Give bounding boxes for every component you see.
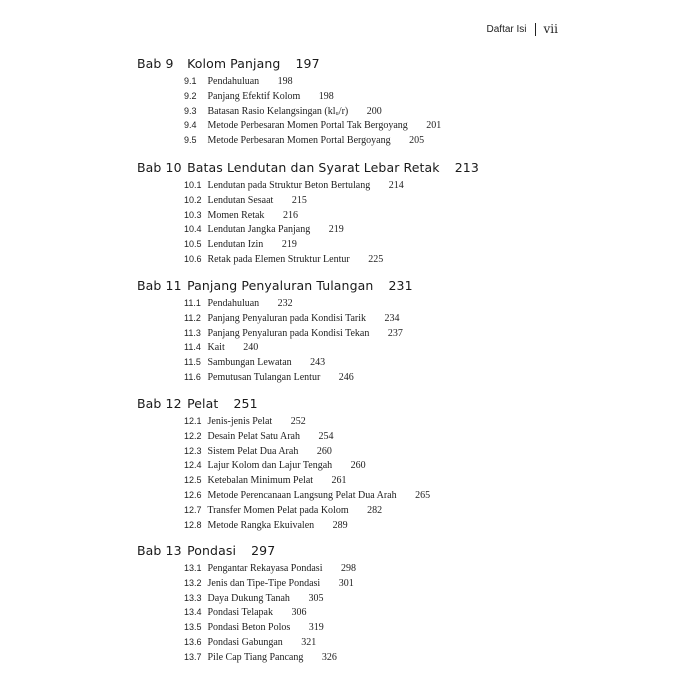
section-number: 10.2 (184, 194, 202, 205)
chapter-number: Bab 9 (137, 56, 174, 71)
section-page: 305 (308, 592, 324, 604)
section-entry[interactable] (184, 620, 356, 635)
section-entry[interactable] (184, 605, 356, 620)
section-title: Lendutan Izin (207, 239, 264, 251)
section-number: 9.3 (184, 105, 197, 116)
running-header (487, 22, 558, 36)
section-list (184, 178, 479, 267)
section-number: 13.3 (184, 592, 202, 603)
section-number: 13.2 (184, 577, 202, 588)
section-page: 232 (277, 298, 293, 309)
section-entry[interactable] (184, 222, 479, 237)
section-entry[interactable] (184, 89, 441, 104)
section-page: 219 (281, 239, 297, 251)
section-number: 11.6 (184, 371, 201, 382)
section-number: 12.7 (184, 504, 202, 515)
section-entry[interactable] (184, 458, 430, 473)
chapter-entry[interactable] (137, 160, 479, 267)
section-title: Metode Perbesaran Momen Portal Tak Bergoyang (207, 120, 408, 132)
chapter-number: Bab 12 (137, 396, 182, 411)
chapter-title: Kolom Panjang (187, 56, 281, 71)
section-page: 205 (409, 135, 425, 147)
section-list (184, 414, 430, 532)
section-title: Retak pada Elemen Struktur Lentur (207, 253, 350, 265)
section-number: 12.5 (184, 475, 202, 486)
section-page: 198 (277, 76, 293, 87)
section-page: 252 (290, 416, 306, 427)
chapter-page: 231 (388, 278, 413, 293)
chapter-page: 251 (233, 396, 258, 411)
section-entry[interactable] (184, 252, 479, 267)
section-entry[interactable] (184, 296, 413, 311)
section-number: 11.3 (184, 327, 201, 338)
section-title: Metode Perbesaran Momen Portal Bergoyang (207, 135, 391, 147)
section-list (184, 74, 441, 148)
section-number: 12.3 (184, 445, 202, 456)
chapter-page: 297 (251, 543, 276, 558)
section-title: Jenis dan Tipe-Tipe Pondasi (207, 577, 321, 589)
section-title: Desain Pelat Satu Arah (207, 430, 300, 442)
section-number: 13.6 (184, 636, 202, 647)
section-entry[interactable] (184, 326, 413, 341)
section-page: 260 (316, 445, 332, 457)
section-entry[interactable] (184, 178, 479, 193)
chapter-entry[interactable] (137, 278, 413, 385)
section-page: 301 (338, 577, 354, 589)
section-entry[interactable] (184, 340, 413, 355)
section-number: 10.3 (184, 209, 202, 220)
chapter-entry[interactable] (137, 56, 441, 148)
section-page: 306 (291, 607, 307, 619)
section-page: 260 (350, 460, 366, 472)
section-page: 319 (308, 622, 324, 634)
section-number: 13.7 (184, 651, 202, 662)
section-entry[interactable] (184, 311, 413, 326)
section-number: 12.1 (184, 416, 202, 426)
section-number: 11.4 (184, 342, 201, 353)
section-number: 12.8 (184, 519, 202, 530)
section-page: 215 (291, 194, 307, 206)
section-number: 10.5 (184, 239, 202, 250)
section-number: 10.6 (184, 253, 202, 264)
section-number: 9.1 (184, 76, 197, 86)
section-entry[interactable] (184, 488, 430, 503)
section-title: Pondasi Gabungan (207, 636, 283, 648)
section-title: Metode Rangka Ekuivalen (207, 519, 315, 531)
chapter-number: Bab 11 (137, 278, 182, 293)
section-number: 9.5 (184, 135, 197, 146)
chapter-title: Pelat (187, 396, 219, 411)
section-entry[interactable] (184, 561, 356, 576)
section-page: 298 (340, 563, 356, 574)
section-entry[interactable] (184, 370, 413, 385)
section-title: Jenis-jenis Pelat (207, 416, 273, 427)
chapter-entry[interactable] (137, 543, 356, 665)
section-page: 254 (318, 430, 334, 442)
chapter-entry[interactable] (137, 396, 430, 532)
section-title: Pondasi Beton Polos (207, 622, 291, 634)
section-page: 240 (243, 342, 259, 354)
chapter-title: Pondasi (187, 543, 237, 558)
section-entry[interactable] (184, 591, 356, 606)
section-number: 12.4 (184, 460, 202, 471)
chapter-heading[interactable] (137, 543, 356, 560)
section-entry[interactable] (184, 444, 430, 459)
section-page: 243 (310, 357, 326, 369)
section-title: Pemutusan Tulangan Lentur (207, 371, 321, 383)
section-title: Sambungan Lewatan (207, 357, 292, 369)
section-title: Lendutan Sesaat (207, 194, 274, 206)
section-title: Daya Dukung Tanah (207, 592, 290, 604)
section-title: Sistem Pelat Dua Arah (207, 445, 299, 457)
section-page: 261 (331, 475, 347, 487)
section-entry[interactable] (184, 414, 430, 429)
chapter-page: 213 (454, 160, 479, 175)
section-number: 13.4 (184, 607, 202, 618)
section-entry[interactable] (184, 635, 356, 650)
section-list (184, 296, 413, 385)
section-number: 13.1 (184, 563, 202, 573)
section-entry[interactable] (184, 237, 479, 252)
section-page: 237 (387, 327, 403, 339)
section-entry[interactable] (184, 208, 479, 223)
section-page: 234 (384, 312, 400, 324)
section-entry[interactable] (184, 473, 430, 488)
section-title: Pondasi Telapak (207, 607, 273, 619)
section-page: 246 (338, 371, 354, 383)
section-title: Pendahuluan (207, 298, 260, 309)
chapter-number: Bab 13 (137, 543, 182, 558)
section-entry[interactable] (184, 104, 441, 119)
section-entry[interactable] (184, 650, 356, 665)
section-title: Lendutan Jangka Panjang (207, 224, 311, 236)
section-page: 326 (321, 651, 337, 663)
section-page: 198 (318, 90, 334, 102)
section-entry[interactable] (184, 74, 441, 89)
header-page-number: vii (543, 22, 558, 36)
section-page: 321 (301, 636, 317, 648)
section-entry[interactable] (184, 118, 441, 133)
chapter-heading[interactable] (137, 56, 441, 73)
section-page: 225 (368, 253, 384, 265)
section-entry[interactable] (184, 355, 413, 370)
section-number: 9.4 (184, 120, 197, 131)
section-title: Pile Cap Tiang Pancang (207, 651, 304, 663)
section-title: Pengantar Rekayasa Pondasi (207, 563, 323, 574)
section-entry[interactable] (184, 503, 430, 518)
section-number: 12.6 (184, 489, 202, 500)
section-title: Metode Perencanaan Langsung Pelat Dua Arah (207, 489, 397, 501)
chapter-heading[interactable] (137, 160, 479, 177)
section-title: Panjang Penyaluran pada Kondisi Tarik (207, 312, 367, 324)
section-page: 200 (366, 105, 382, 117)
section-number: 12.2 (184, 430, 202, 441)
section-title: Batasan Rasio Kelangsingan (klᵤ/r) (207, 105, 349, 117)
section-page: 219 (328, 224, 344, 236)
section-list (184, 561, 356, 665)
section-entry[interactable] (184, 193, 479, 208)
section-number: 11.2 (184, 312, 201, 323)
section-title: Panjang Penyaluran pada Kondisi Tekan (207, 327, 370, 339)
section-number: 11.1 (184, 298, 201, 308)
section-entry[interactable] (184, 518, 430, 533)
section-title: Ketebalan Minimum Pelat (207, 475, 314, 487)
chapter-title: Panjang Penyaluran Tulangan (187, 278, 374, 293)
section-page: 265 (415, 489, 431, 501)
header-section-title: Daftar Isi (486, 23, 527, 35)
section-title: Momen Retak (207, 209, 265, 221)
section-page: 289 (332, 519, 348, 531)
section-title: Kait (207, 342, 225, 354)
section-number: 10.4 (184, 224, 202, 235)
chapter-title: Batas Lendutan dan Syarat Lebar Retak (187, 160, 440, 175)
chapter-heading[interactable] (137, 396, 430, 413)
section-number: 13.5 (184, 622, 202, 633)
section-page: 214 (388, 180, 404, 191)
chapter-page: 197 (295, 56, 320, 71)
chapter-heading[interactable] (137, 278, 413, 295)
section-title: Pendahuluan (207, 76, 260, 87)
chapter-number: Bab 10 (137, 160, 182, 175)
section-page: 282 (367, 504, 383, 516)
section-page: 216 (282, 209, 298, 221)
section-entry[interactable] (184, 429, 430, 444)
section-number: 11.5 (184, 357, 201, 368)
section-title: Transfer Momen Pelat pada Kolom (207, 504, 349, 516)
section-title: Lendutan pada Struktur Beton Bertulang (207, 180, 371, 191)
section-title: Lajur Kolom dan Lajur Tengah (207, 460, 333, 472)
section-entry[interactable] (184, 576, 356, 591)
section-page: 201 (426, 120, 442, 132)
section-number: 10.1 (184, 180, 202, 190)
section-number: 9.2 (184, 90, 197, 101)
section-title: Panjang Efektif Kolom (207, 90, 301, 102)
header-divider (535, 23, 536, 36)
section-entry[interactable] (184, 133, 441, 148)
